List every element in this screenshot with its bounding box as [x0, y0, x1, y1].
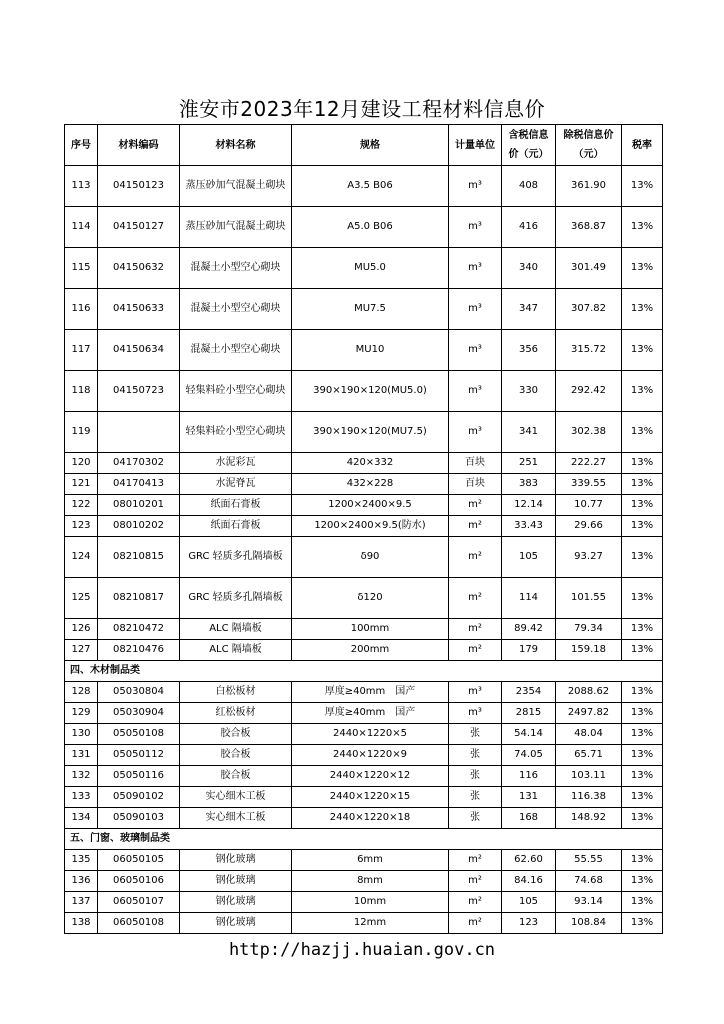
cell-code: 06050107 — [98, 892, 180, 913]
cell-name: GRC 轻质多孔隔墙板 — [180, 578, 292, 619]
table-row — [65, 371, 663, 412]
cell-unit: m² — [449, 619, 502, 640]
cell-unit: m³ — [449, 207, 502, 248]
cell-notax-price: 93.14 — [556, 892, 622, 913]
cell-code: 05030804 — [98, 682, 180, 703]
table-row — [65, 537, 663, 578]
cell-tax-rate: 13% — [622, 619, 663, 640]
cell-no: 128 — [65, 682, 98, 703]
cell-spec: 2440×1220×9 — [292, 745, 449, 766]
cell-name: 轻集料砼小型空心砌块 — [180, 412, 292, 453]
cell-no: 124 — [65, 537, 98, 578]
cell-no: 130 — [65, 724, 98, 745]
cell-no: 115 — [65, 248, 98, 289]
cell-no: 133 — [65, 787, 98, 808]
cell-code: 04170413 — [98, 474, 180, 495]
cell-code: 04150723 — [98, 371, 180, 412]
cell-unit: m³ — [449, 371, 502, 412]
cell-tax-rate: 13% — [622, 724, 663, 745]
cell-tax-price: 383 — [502, 474, 556, 495]
cell-notax-price: 93.27 — [556, 537, 622, 578]
cell-no: 117 — [65, 330, 98, 371]
cell-unit: m³ — [449, 682, 502, 703]
cell-name: ALC 隔墙板 — [180, 619, 292, 640]
cell-name: 白松板材 — [180, 682, 292, 703]
cell-unit: m² — [449, 516, 502, 537]
cell-tax-price: 330 — [502, 371, 556, 412]
cell-code: 08210476 — [98, 640, 180, 661]
cell-no: 136 — [65, 871, 98, 892]
cell-notax-price: 307.82 — [556, 289, 622, 330]
cell-code: 06050105 — [98, 850, 180, 871]
cell-no: 116 — [65, 289, 98, 330]
cell-notax-price: 29.66 — [556, 516, 622, 537]
cell-code: 06050108 — [98, 913, 180, 934]
cell-notax-price: 159.18 — [556, 640, 622, 661]
cell-tax-price: 54.14 — [502, 724, 556, 745]
cell-unit: m² — [449, 495, 502, 516]
cell-unit: 张 — [449, 745, 502, 766]
cell-unit: m³ — [449, 248, 502, 289]
cell-tax-price: 105 — [502, 892, 556, 913]
cell-code: 05050108 — [98, 724, 180, 745]
cell-tax-price: 116 — [502, 766, 556, 787]
cell-notax-price: 2497.82 — [556, 703, 622, 724]
table-row — [65, 330, 663, 371]
cell-tax-price: 341 — [502, 412, 556, 453]
cell-no: 134 — [65, 808, 98, 829]
cell-tax-rate: 13% — [622, 166, 663, 207]
cell-code: 05050112 — [98, 745, 180, 766]
cell-tax-rate: 13% — [622, 703, 663, 724]
cell-code: 05090103 — [98, 808, 180, 829]
cell-name: 钢化玻璃 — [180, 892, 292, 913]
cell-spec: 8mm — [292, 871, 449, 892]
cell-no: 137 — [65, 892, 98, 913]
cell-tax-rate: 13% — [622, 745, 663, 766]
header-code: 材料编码 — [98, 125, 180, 166]
cell-no: 120 — [65, 453, 98, 474]
cell-unit: m² — [449, 537, 502, 578]
table-row — [65, 808, 663, 829]
cell-notax-price: 108.84 — [556, 913, 622, 934]
cell-tax-rate: 13% — [622, 682, 663, 703]
cell-name: 混凝土小型空心砌块 — [180, 330, 292, 371]
cell-name: 轻集料砼小型空心砌块 — [180, 371, 292, 412]
table-row — [65, 412, 663, 453]
cell-notax-price: 10.77 — [556, 495, 622, 516]
cell-tax-rate: 13% — [622, 766, 663, 787]
cell-name: 水泥彩瓦 — [180, 453, 292, 474]
cell-tax-rate: 13% — [622, 808, 663, 829]
table-row — [65, 453, 663, 474]
cell-notax-price: 55.55 — [556, 850, 622, 871]
cell-tax-rate: 13% — [622, 892, 663, 913]
cell-code: 04150123 — [98, 166, 180, 207]
cell-spec: A5.0 B06 — [292, 207, 449, 248]
cell-code: 08210817 — [98, 578, 180, 619]
cell-no: 138 — [65, 913, 98, 934]
cell-tax-rate: 13% — [622, 495, 663, 516]
cell-unit: 百块 — [449, 474, 502, 495]
cell-tax-rate: 13% — [622, 412, 663, 453]
cell-tax-price: 2354 — [502, 682, 556, 703]
cell-code: 05030904 — [98, 703, 180, 724]
table-row — [65, 289, 663, 330]
cell-spec: MU7.5 — [292, 289, 449, 330]
table-row — [65, 703, 663, 724]
cell-notax-price: 361.90 — [556, 166, 622, 207]
table-row — [65, 682, 663, 703]
cell-tax-price: 2815 — [502, 703, 556, 724]
cell-tax-rate: 13% — [622, 453, 663, 474]
cell-tax-rate: 13% — [622, 330, 663, 371]
cell-tax-rate: 13% — [622, 371, 663, 412]
cell-name: 纸面石膏板 — [180, 516, 292, 537]
header-tax-price: 含税信息价（元） — [502, 125, 556, 166]
cell-spec: MU5.0 — [292, 248, 449, 289]
table-body — [65, 166, 663, 934]
cell-spec: 1200×2400×9.5(防水) — [292, 516, 449, 537]
cell-name: 红松板材 — [180, 703, 292, 724]
cell-tax-rate: 13% — [622, 913, 663, 934]
cell-notax-price: 74.68 — [556, 871, 622, 892]
cell-tax-rate: 13% — [622, 248, 663, 289]
cell-tax-rate: 13% — [622, 474, 663, 495]
cell-spec: 390×190×120(MU7.5) — [292, 412, 449, 453]
cell-notax-price: 368.87 — [556, 207, 622, 248]
cell-no: 119 — [65, 412, 98, 453]
cell-tax-rate: 13% — [622, 578, 663, 619]
cell-unit: m³ — [449, 289, 502, 330]
cell-spec: 100mm — [292, 619, 449, 640]
table-row — [65, 495, 663, 516]
table-row — [65, 166, 663, 207]
cell-code: 08210815 — [98, 537, 180, 578]
cell-spec: 200mm — [292, 640, 449, 661]
cell-tax-rate: 13% — [622, 537, 663, 578]
cell-tax-price: 89.42 — [502, 619, 556, 640]
cell-tax-price: 408 — [502, 166, 556, 207]
cell-tax-rate: 13% — [622, 207, 663, 248]
cell-unit: 张 — [449, 787, 502, 808]
cell-name: 钢化玻璃 — [180, 850, 292, 871]
cell-code: 08010201 — [98, 495, 180, 516]
cell-name: 实心细木工板 — [180, 808, 292, 829]
table-row — [65, 850, 663, 871]
cell-spec: 2440×1220×5 — [292, 724, 449, 745]
cell-spec: 厚度≥40mm 国产 — [292, 682, 449, 703]
cell-tax-price: 168 — [502, 808, 556, 829]
cell-no: 129 — [65, 703, 98, 724]
header-unit: 计量单位 — [449, 125, 502, 166]
header-no: 序号 — [65, 125, 98, 166]
cell-name: 水泥脊瓦 — [180, 474, 292, 495]
cell-no: 122 — [65, 495, 98, 516]
cell-unit: 张 — [449, 766, 502, 787]
cell-name: 实心细木工板 — [180, 787, 292, 808]
cell-tax-price: 347 — [502, 289, 556, 330]
cell-no: 125 — [65, 578, 98, 619]
cell-notax-price: 48.04 — [556, 724, 622, 745]
table-row — [65, 745, 663, 766]
cell-notax-price: 301.49 — [556, 248, 622, 289]
cell-spec: 2440×1220×12 — [292, 766, 449, 787]
cell-unit: m² — [449, 850, 502, 871]
cell-notax-price: 79.34 — [556, 619, 622, 640]
cell-no: 132 — [65, 766, 98, 787]
cell-unit: m² — [449, 640, 502, 661]
cell-no: 131 — [65, 745, 98, 766]
table-row — [65, 619, 663, 640]
table-row — [65, 787, 663, 808]
table-row — [65, 207, 663, 248]
section-row — [65, 661, 663, 682]
cell-code: 08010202 — [98, 516, 180, 537]
cell-tax-price: 84.16 — [502, 871, 556, 892]
header-spec: 规格 — [292, 125, 449, 166]
cell-code: 04150632 — [98, 248, 180, 289]
cell-tax-rate: 13% — [622, 787, 663, 808]
cell-name: 混凝土小型空心砌块 — [180, 248, 292, 289]
table-row — [65, 578, 663, 619]
cell-code: 04170302 — [98, 453, 180, 474]
cell-tax-price: 12.14 — [502, 495, 556, 516]
cell-unit: 张 — [449, 808, 502, 829]
cell-no: 113 — [65, 166, 98, 207]
cell-unit: m³ — [449, 412, 502, 453]
header-notax-price: 除税信息价（元） — [556, 125, 622, 166]
cell-spec: MU10 — [292, 330, 449, 371]
cell-tax-price: 251 — [502, 453, 556, 474]
cell-spec: 432×228 — [292, 474, 449, 495]
cell-unit: m³ — [449, 703, 502, 724]
cell-name: 纸面石膏板 — [180, 495, 292, 516]
cell-no: 135 — [65, 850, 98, 871]
section-title: 四、木材制品类 — [65, 661, 663, 682]
cell-no: 126 — [65, 619, 98, 640]
cell-notax-price: 65.71 — [556, 745, 622, 766]
cell-no: 127 — [65, 640, 98, 661]
cell-notax-price: 302.38 — [556, 412, 622, 453]
cell-unit: m³ — [449, 166, 502, 207]
table-row — [65, 640, 663, 661]
cell-tax-rate: 13% — [622, 516, 663, 537]
header-tax-rate: 税率 — [622, 125, 663, 166]
cell-tax-price: 74.05 — [502, 745, 556, 766]
footer-url: http://hazjj.huaian.gov.cn — [228, 940, 496, 960]
cell-unit: m² — [449, 913, 502, 934]
cell-name: 蒸压砂加气混凝土砌块 — [180, 166, 292, 207]
cell-code: 04150634 — [98, 330, 180, 371]
cell-unit: m² — [449, 578, 502, 619]
cell-spec: 2440×1220×15 — [292, 787, 449, 808]
cell-tax-rate: 13% — [622, 871, 663, 892]
cell-spec: 390×190×120(MU5.0) — [292, 371, 449, 412]
table-row — [65, 724, 663, 745]
cell-code: 05050116 — [98, 766, 180, 787]
cell-tax-price: 33.43 — [502, 516, 556, 537]
table-row — [65, 913, 663, 934]
cell-notax-price: 101.55 — [556, 578, 622, 619]
table-row — [65, 516, 663, 537]
cell-tax-price: 114 — [502, 578, 556, 619]
cell-spec: 420×332 — [292, 453, 449, 474]
cell-spec: 10mm — [292, 892, 449, 913]
cell-spec: 1200×2400×9.5 — [292, 495, 449, 516]
cell-name: GRC 轻质多孔隔墙板 — [180, 537, 292, 578]
cell-spec: 12mm — [292, 913, 449, 934]
cell-tax-price: 105 — [502, 537, 556, 578]
cell-tax-rate: 13% — [622, 289, 663, 330]
cell-name: 混凝土小型空心砌块 — [180, 289, 292, 330]
cell-unit: m³ — [449, 330, 502, 371]
table-row — [65, 892, 663, 913]
cell-notax-price: 116.38 — [556, 787, 622, 808]
cell-notax-price: 103.11 — [556, 766, 622, 787]
table-row — [65, 871, 663, 892]
table-row — [65, 766, 663, 787]
cell-unit: m² — [449, 892, 502, 913]
cell-name: 胶合板 — [180, 724, 292, 745]
section-title: 五、门窗、玻璃制品类 — [65, 829, 663, 850]
price-table — [64, 124, 663, 934]
cell-code: 05090102 — [98, 787, 180, 808]
cell-name: ALC 隔墙板 — [180, 640, 292, 661]
cell-code: 06050106 — [98, 871, 180, 892]
cell-spec: 6mm — [292, 850, 449, 871]
cell-no: 123 — [65, 516, 98, 537]
cell-tax-price: 62.60 — [502, 850, 556, 871]
cell-spec: δ120 — [292, 578, 449, 619]
cell-notax-price: 339.55 — [556, 474, 622, 495]
cell-notax-price: 148.92 — [556, 808, 622, 829]
cell-notax-price: 2088.62 — [556, 682, 622, 703]
cell-spec: 2440×1220×18 — [292, 808, 449, 829]
cell-tax-price: 131 — [502, 787, 556, 808]
cell-name: 蒸压砂加气混凝土砌块 — [180, 207, 292, 248]
cell-spec: A3.5 B06 — [292, 166, 449, 207]
header-name: 材料名称 — [180, 125, 292, 166]
table-header-row — [65, 125, 663, 166]
cell-code: 08210472 — [98, 619, 180, 640]
cell-no: 121 — [65, 474, 98, 495]
cell-unit: 张 — [449, 724, 502, 745]
cell-tax-rate: 13% — [622, 640, 663, 661]
cell-code: 04150127 — [98, 207, 180, 248]
cell-tax-rate: 13% — [622, 850, 663, 871]
page-title: 淮安市2023年12月建设工程材料信息价 — [178, 97, 546, 121]
cell-no: 118 — [65, 371, 98, 412]
cell-spec: 厚度≥40mm 国产 — [292, 703, 449, 724]
table-row — [65, 474, 663, 495]
cell-tax-price: 340 — [502, 248, 556, 289]
cell-tax-price: 416 — [502, 207, 556, 248]
cell-unit: 百块 — [449, 453, 502, 474]
table-row — [65, 248, 663, 289]
cell-notax-price: 292.42 — [556, 371, 622, 412]
cell-tax-price: 123 — [502, 913, 556, 934]
cell-notax-price: 222.27 — [556, 453, 622, 474]
cell-code — [98, 412, 180, 453]
cell-code: 04150633 — [98, 289, 180, 330]
section-row — [65, 829, 663, 850]
cell-tax-price: 356 — [502, 330, 556, 371]
cell-no: 114 — [65, 207, 98, 248]
cell-name: 胶合板 — [180, 745, 292, 766]
cell-tax-price: 179 — [502, 640, 556, 661]
cell-name: 胶合板 — [180, 766, 292, 787]
cell-notax-price: 315.72 — [556, 330, 622, 371]
cell-unit: m² — [449, 871, 502, 892]
cell-name: 钢化玻璃 — [180, 871, 292, 892]
cell-spec: δ90 — [292, 537, 449, 578]
cell-name: 钢化玻璃 — [180, 913, 292, 934]
